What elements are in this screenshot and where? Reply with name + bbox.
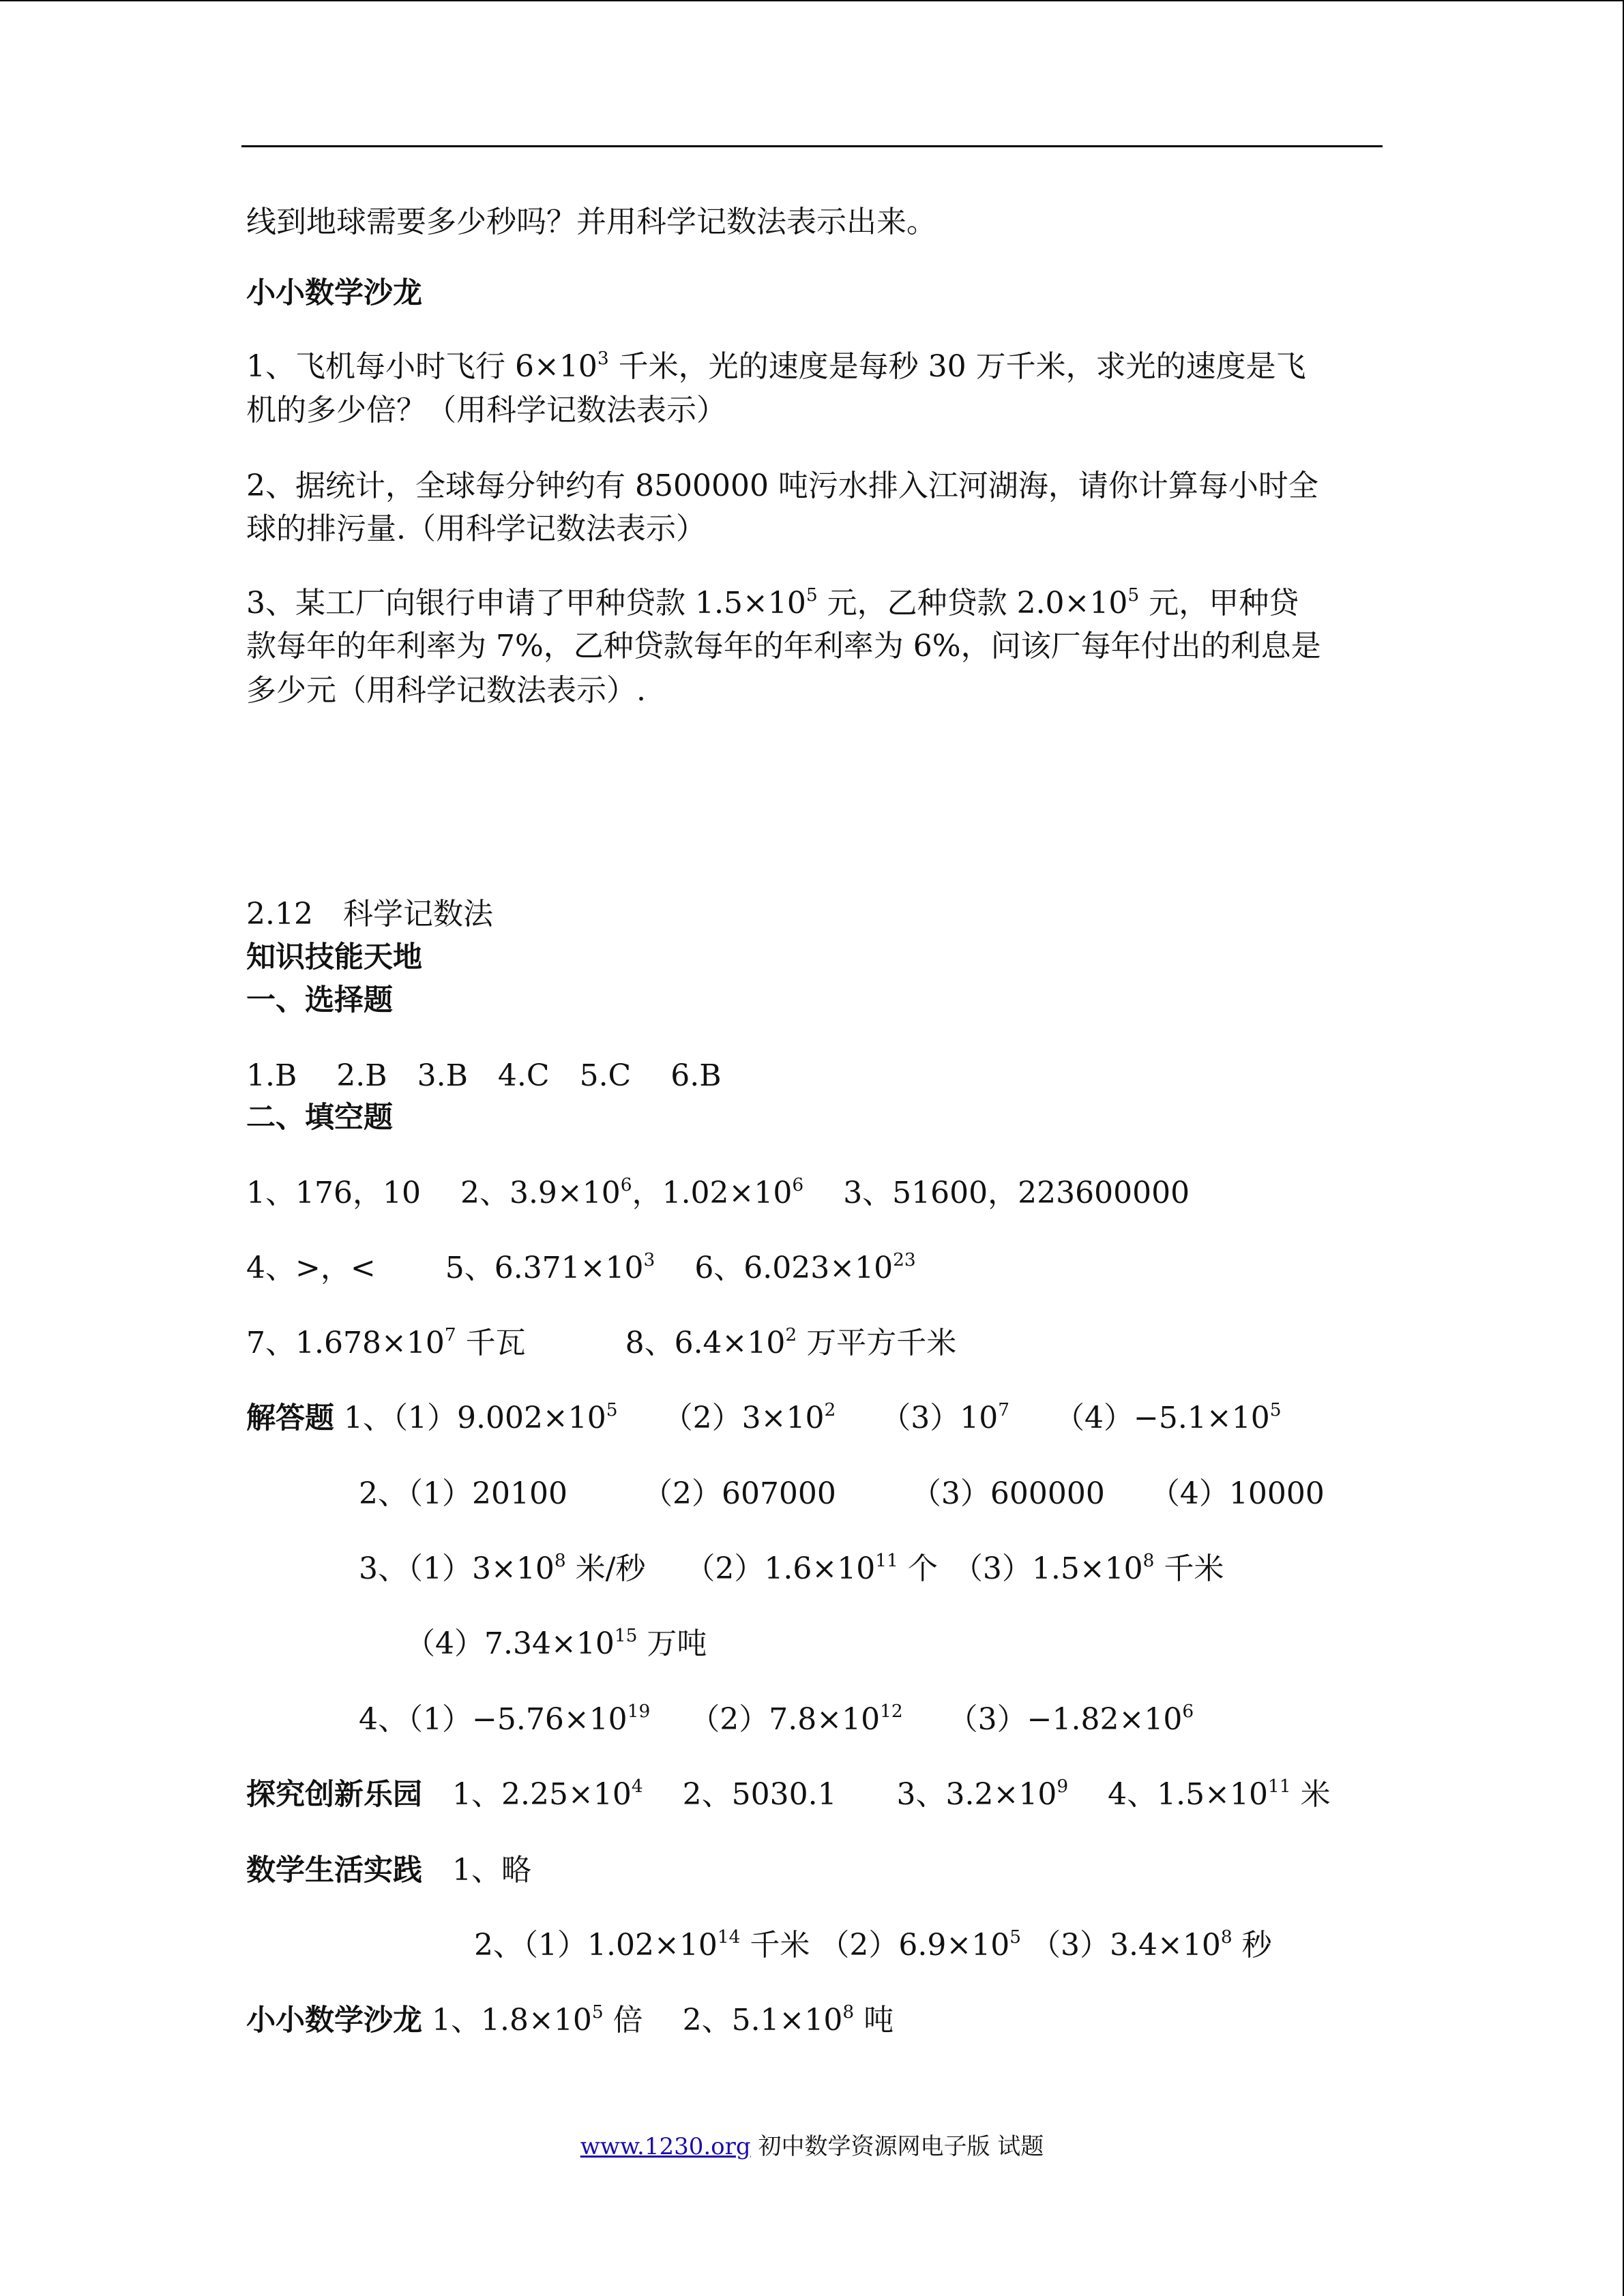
- text-run: 1、（1）9.002×10: [334, 1401, 606, 1435]
- header-rule: [241, 145, 1383, 147]
- text-run: 个 （3）1.5×10: [898, 1551, 1143, 1586]
- text-run: 万平方千米: [797, 1326, 957, 1360]
- text-run: 1、2.25×10: [422, 1777, 632, 1812]
- exponent: 3: [643, 1249, 655, 1270]
- text-run: 6、6.023×10: [655, 1251, 894, 1285]
- text-run: （4）7.34×10: [405, 1626, 615, 1661]
- text-run: 4、（1）−5.76×10: [359, 1702, 628, 1737]
- practice-answers-line-2: [474, 1925, 1272, 1970]
- exponent: 5: [1009, 1926, 1021, 1948]
- exponent: 15: [614, 1624, 638, 1646]
- exponent: 9: [1057, 1775, 1069, 1797]
- exponent: 4: [631, 1775, 643, 1797]
- footer-text: 初中数学资源网电子版 试题: [750, 2133, 1044, 2160]
- footer-link[interactable]: www.1230.org: [580, 2133, 751, 2160]
- text-run: 1、1.8×10: [422, 2003, 592, 2038]
- exponent: 12: [880, 1700, 903, 1722]
- text-run: 千米，光的速度是每秒 30 万千米，求光的速度是飞: [608, 349, 1306, 384]
- exponent: 2: [824, 1399, 836, 1420]
- text-run: （3）3.4×10: [1021, 1928, 1221, 1963]
- salon-answers-label: 小小数学沙龙: [246, 2003, 422, 2038]
- exponent: 11: [1268, 1775, 1291, 1797]
- salon-answer-values: [422, 2003, 894, 2038]
- text-run: （3）10: [836, 1401, 999, 1435]
- exponent: 8: [554, 1549, 566, 1571]
- salon-question-1-line-2: 机的多少倍？（用科学记数法表示）: [246, 393, 726, 428]
- salon-question-3-line-2: 款每年的年利率为 7%，乙种贷款每年的年利率为 6%，问该厂每年付出的利息是: [246, 629, 1321, 664]
- text-run: 元，乙种贷款 2.0×10: [817, 586, 1128, 621]
- text-run: 米/秒 （2）1.6×10: [565, 1551, 876, 1586]
- salon-question-1-line-1: [246, 346, 1306, 391]
- text-run: 元，甲种贷: [1139, 586, 1299, 621]
- text-run: 2、（1）1.02×10: [474, 1928, 718, 1963]
- salon-question-2-line-2: 球的排污量.（用科学记数法表示）: [246, 511, 706, 546]
- solve-answers-line-2: 2、（1）20100 （2）607000 （3）600000 （4）10000: [359, 1476, 1325, 1511]
- exponent: 11: [875, 1549, 898, 1571]
- page-footer: [0, 2128, 1624, 2161]
- explore-answer-values: [422, 1777, 1331, 1812]
- section-title-salon: 小小数学沙龙: [246, 276, 422, 310]
- exponent: 23: [893, 1249, 916, 1270]
- answers-title: 2.12 科学记数法: [246, 897, 493, 931]
- text-run: 7、1.678×10: [246, 1326, 445, 1360]
- salon-question-2-line-1: 2、据统计，全球每分钟约有 8500000 吨污水排入江河湖海，请你计算每小时全: [246, 468, 1318, 503]
- exponent: 8: [1142, 1549, 1155, 1571]
- text-run: 1、飞机每小时飞行 6×10: [246, 349, 597, 384]
- solve-answers-line-3: [359, 1549, 1224, 1594]
- text-run: ，1.02×10: [632, 1176, 793, 1210]
- section-title-fill: 二、填空题: [246, 1101, 393, 1135]
- explore-answers: [246, 1774, 1331, 1819]
- salon-question-3-line-3: 多少元（用科学记数法表示）.: [246, 673, 646, 708]
- salon-question-3-line-1: [246, 583, 1299, 628]
- text-run: 千米: [1154, 1551, 1224, 1586]
- text-run: （3）−1.82×10: [902, 1702, 1183, 1737]
- exponent: 3: [597, 347, 609, 369]
- text-run: 4、1.5×10: [1068, 1777, 1268, 1812]
- text-run: 3、51600，223600000: [803, 1176, 1190, 1210]
- practice-answers-line-1: [246, 1850, 531, 1891]
- exponent: 14: [717, 1926, 741, 1948]
- continuation-text: 线到地球需要多少秒吗？并用科学记数法表示出来。: [246, 205, 936, 239]
- text-run: 倍 2、5.1×10: [603, 2003, 843, 2038]
- exponent: 5: [591, 2001, 604, 2023]
- solve-answers-line-4: [405, 1624, 707, 1669]
- text-run: 千瓦 8、6.4×10: [456, 1326, 786, 1360]
- text-run: 秒: [1232, 1928, 1272, 1963]
- exponent: 8: [1220, 1926, 1232, 1948]
- exponent: 2: [785, 1324, 797, 1345]
- exponent: 6: [792, 1174, 804, 1195]
- solve-q1-answers: [334, 1401, 1282, 1435]
- explore-label: 探究创新乐园: [246, 1778, 422, 1812]
- fill-answers-line-1: [246, 1173, 1190, 1218]
- exponent: 5: [1269, 1399, 1282, 1420]
- salon-answers: [246, 2000, 894, 2045]
- text-run: 4、>，< 5、6.371×10: [246, 1251, 644, 1285]
- exponent: 5: [606, 1399, 618, 1420]
- text-run: 3、某工厂向银行申请了甲种贷款 1.5×10: [246, 586, 806, 621]
- text-run: 1、176，10 2、3.9×10: [246, 1176, 621, 1210]
- solve-answers-line-1: [246, 1398, 1282, 1443]
- practice-label: 数学生活实践: [246, 1853, 422, 1888]
- text-run: （4）−5.1×10: [1009, 1401, 1270, 1435]
- exponent: 5: [1127, 584, 1140, 606]
- exponent: 5: [806, 584, 818, 606]
- exponent: 7: [998, 1399, 1010, 1420]
- text-run: 3、（1）3×10: [359, 1551, 555, 1586]
- solve-answers-line-5: [359, 1699, 1194, 1744]
- exponent: 6: [620, 1174, 632, 1195]
- exponent: 7: [444, 1324, 456, 1345]
- exponent: 6: [1182, 1700, 1194, 1722]
- text-run: （2）7.8×10: [650, 1702, 881, 1737]
- text-run: 万吨: [637, 1626, 707, 1661]
- text-run: 千米 （2）6.9×10: [740, 1928, 1010, 1963]
- fill-answers-line-2: [246, 1248, 916, 1293]
- section-title-knowledge: 知识技能天地: [246, 940, 422, 974]
- choice-answers: 1.B 2.B 3.B 4.C 5.C 6.B: [246, 1058, 722, 1093]
- text-run: （2）3×10: [617, 1401, 825, 1435]
- solve-label: 解答题: [246, 1401, 334, 1435]
- text-run: 2、5030.1 3、3.2×10: [643, 1777, 1057, 1812]
- fill-answers-line-3: [246, 1323, 956, 1368]
- text-run: 吨: [854, 2003, 894, 2038]
- section-title-choice: 一、选择题: [246, 983, 393, 1017]
- exponent: 8: [842, 2001, 855, 2023]
- exponent: 19: [627, 1700, 651, 1722]
- text-run: 米: [1290, 1777, 1331, 1812]
- practice-answer-1: 1、略: [422, 1853, 531, 1888]
